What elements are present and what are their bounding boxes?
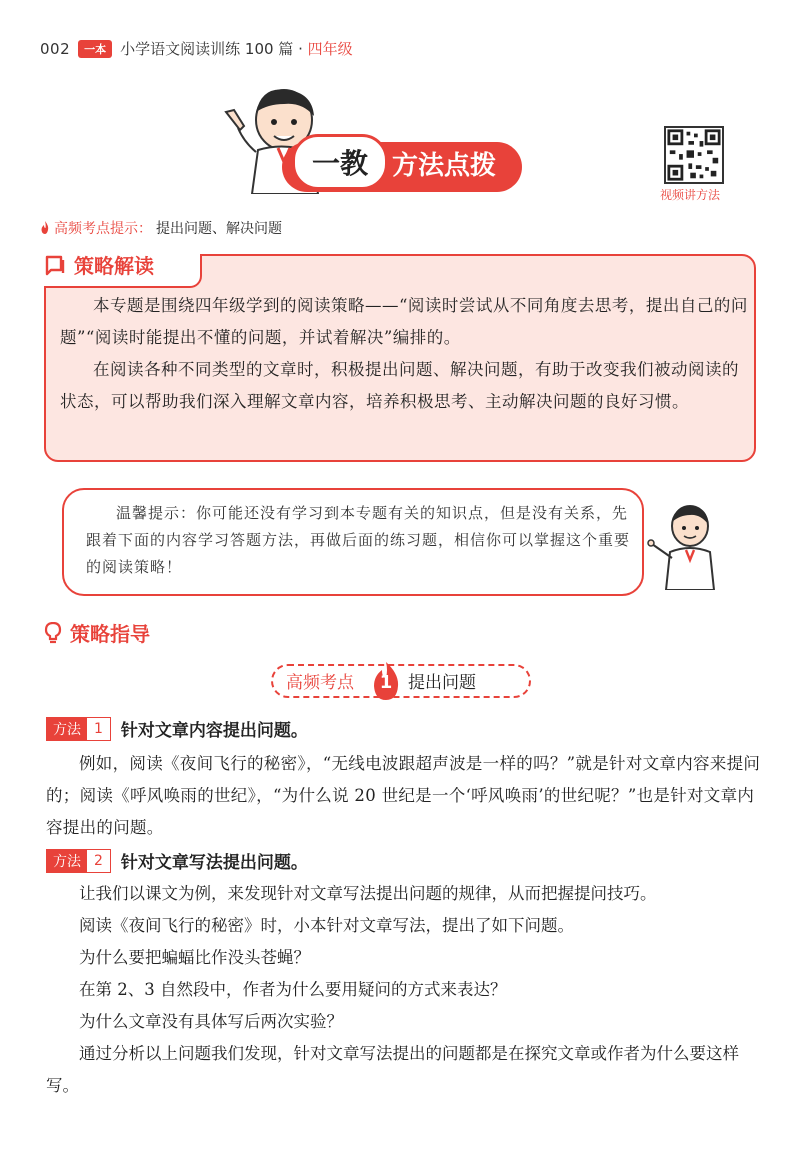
strategy-guide-heading <box>44 618 150 647</box>
lightbulb-icon <box>44 622 62 644</box>
flame-icon <box>40 221 50 235</box>
brand-logo: 一本 <box>78 40 112 58</box>
book-title <box>120 38 353 59</box>
method-2-row <box>46 848 308 873</box>
method-2-title: 针对文章写法提出问题。 <box>120 853 308 873</box>
focus-point-number: 1 <box>379 671 393 693</box>
method-2-line: 为什么文章没有具体写后两次实验？ <box>79 1012 343 1031</box>
method-1-title: 针对文章内容提出问题。 <box>120 721 308 741</box>
qr-code-icon[interactable] <box>664 126 724 184</box>
method-2-lines <box>46 878 762 1102</box>
page-number: 002 <box>40 39 71 58</box>
method-1-number: 1 <box>87 718 110 740</box>
title-part2: 方法点拨 <box>392 151 497 181</box>
method-1-row <box>46 716 308 741</box>
method-2-line: 通过分析以上问题我们发现，针对文章写法提出的问题都是在探究文章或作者为什么要这样写。 <box>46 1044 739 1095</box>
method-1-label: 方法 <box>47 718 87 740</box>
strategy-read-heading <box>44 250 162 279</box>
hint-line <box>40 218 282 238</box>
qr-caption: 视频讲方法 <box>660 188 721 202</box>
page-header <box>40 38 353 59</box>
boy-mascot-pointing-icon <box>642 500 732 590</box>
strategy-read-title: 策略解读 <box>74 254 154 278</box>
focus-point-label: 高频考点 <box>286 673 354 693</box>
title-part1: 一教 <box>292 134 388 190</box>
method-2-tag <box>46 849 111 873</box>
hint-text: 提出问题、解决问题 <box>156 221 282 237</box>
method-2-label: 方法 <box>47 850 87 872</box>
book-title-text: 小学语文阅读训练 100 篇 · <box>120 40 308 58</box>
strategy-guide-title: 策略指导 <box>70 622 150 646</box>
strategy-paragraph-2: 在阅读各种不同类型的文章时，积极提出问题、解决问题，有助于改变我们被动阅读的状态，可以帮助我们深入理解文章内容，培养积极思考、主动解决问题的良好习惯。 <box>60 360 739 411</box>
method-2-line: 阅读《夜间飞行的秘密》时，小本针对文章写法，提出了如下问题。 <box>79 916 574 935</box>
method-1-text: 例如，阅读《夜间飞行的秘密》，“无线电波跟超声波是一样的吗？”就是针对文章内容来提问的；阅读《呼风唤雨的世纪》，“为什么说 20 世纪是一个‘呼风唤雨’的世纪呢？”也是针对文章内容提出的问题。 <box>46 754 761 837</box>
method-1-tag <box>46 717 111 741</box>
tip-text: 温馨提示：你可能还没有学习到本专题有关的知识点，但是没有关系，先跟着下面的内容学习答题方法，再做后面的练习题，相信你可以掌握这个重要的阅读策略！ <box>86 504 631 576</box>
method-2-line: 为什么要把蝙蝠比作没头苍蝇？ <box>79 948 310 967</box>
book-icon <box>44 254 66 276</box>
method-2-line: 让我们以课文为例，来发现针对文章写法提出问题的规律，从而把握提问技巧。 <box>79 884 657 903</box>
hint-label: 高频考点提示： <box>54 221 152 237</box>
grade-label: 四年级 <box>307 40 353 58</box>
strategy-paragraph-1: 本专题是围绕四年级学到的阅读策略——“阅读时尝试从不同角度去思考，提出自己的问题”“阅读时能提出不懂的问题，并试着解决”编排的。 <box>60 296 748 347</box>
focus-point-topic: 提出问题 <box>408 673 476 693</box>
method-2-number: 2 <box>87 850 110 872</box>
method-2-line: 在第 2、3 自然段中，作者为什么要用疑问的方式来表达？ <box>79 980 507 999</box>
